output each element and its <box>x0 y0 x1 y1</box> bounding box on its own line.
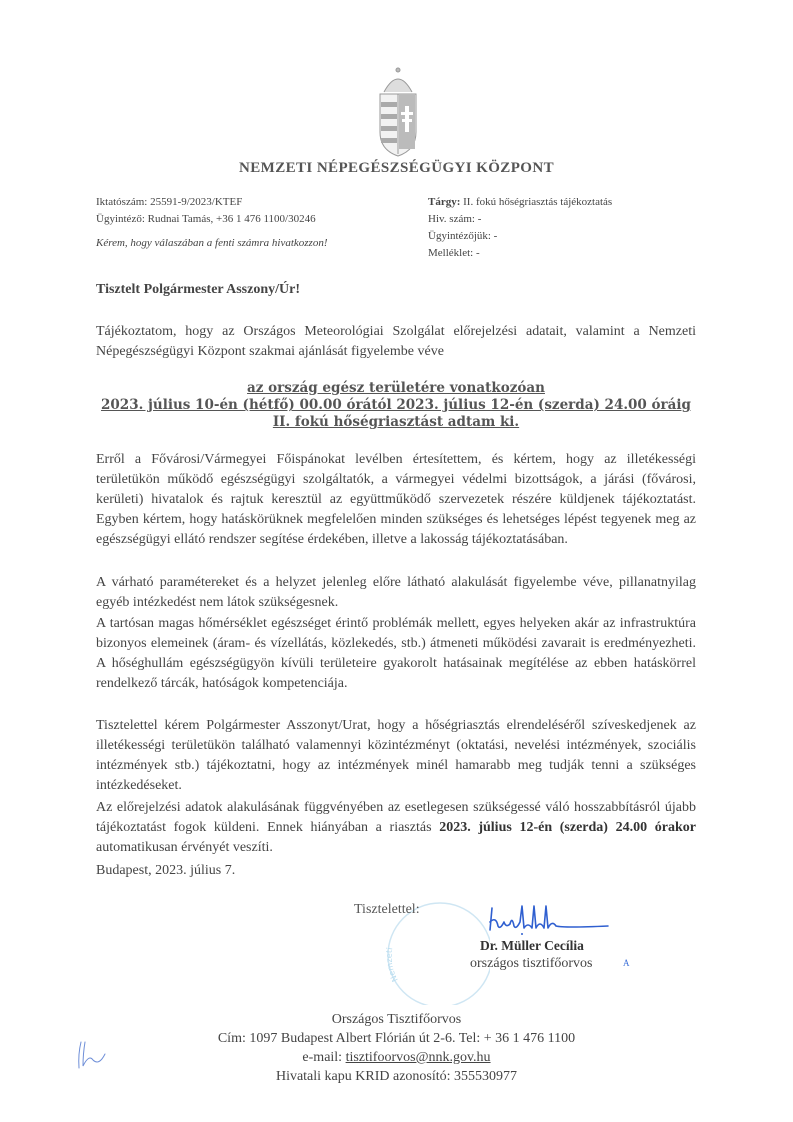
footer-email-line <box>0 1048 793 1067</box>
footer-office: Országos Tisztifőorvos <box>331 1012 462 1027</box>
closing: Tisztelettel: <box>354 902 420 917</box>
reference-number: Iktatószám: 25591-9/2023/KTEF <box>96 196 243 208</box>
reply-note: Kérem, hogy válaszában a fenti számra hivatkozzon! <box>96 237 328 249</box>
body-paragraph-2: A várható paramétereket és a helyzet jelenleg előre látható alakulását figyelembe véve, pillanatnyilag egyéb intézkedést nem látok szükségesnek. <box>96 575 696 610</box>
alert-line: II. fokú hőségriasztást adtam ki. <box>272 414 520 430</box>
subject-block <box>428 194 612 262</box>
intro-paragraph: Tájékoztatom, hogy az Országos Meteorológiai Szolgálat előrejelzési adatait, valamint a Nemzeti Népegészségügyi Központ szakmai ajánlását figyelembe véve <box>96 324 696 359</box>
their-ref-number: Hiv. szám: - <box>428 213 482 225</box>
handwritten-initials <box>75 1040 115 1070</box>
salutation: Tisztelt Polgármester Asszony/Úr! <box>96 282 300 297</box>
subject-value: II. fokú hőségriasztás tájékoztatás <box>463 196 613 208</box>
paragraph-5-end: automatikusan érvényét veszíti. <box>96 840 273 855</box>
reference-block <box>96 194 328 252</box>
alert-line: 2023. július 10-én (hétfő) 00.00 órától 2023. július 12-én (szerda) 24.00 óráig <box>101 397 691 413</box>
paragraph-5-start: Az előrejelzési adatok alakulásának függvényében az esetlegesen szükségessé váló hosszabbításról újabb tájékoztatást fogok küldeni. Ennek hiányában a riasztás <box>96 800 696 835</box>
body-paragraph-5 <box>96 798 696 858</box>
footer-email-label: e-mail: <box>302 1050 346 1065</box>
signer-name: Dr. Müller Cecília <box>480 938 584 953</box>
hungarian-coat-of-arms-icon <box>372 62 424 158</box>
subject-label: Tárgy: <box>428 196 461 208</box>
alert-announcement <box>96 380 696 431</box>
footer-krid: Hivatali kapu KRID azonosító: 355530977 <box>275 1069 518 1084</box>
signer-title: országos tisztifőorvos <box>470 956 593 971</box>
stamp-text: Nemzeti <box>384 946 400 984</box>
margin-mark: A <box>623 958 630 968</box>
footer-address: Cím: 1097 Budapest Albert Flórián út 2-6. Tel: + 36 1 476 1100 <box>217 1031 576 1046</box>
svg-text:Nemzeti <box>385 947 400 983</box>
case-officer: Ügyintéző: Rudnai Tamás, +36 1 476 1100/30246 <box>96 213 316 225</box>
organization-title: NEMZETI NÉPEGÉSZSÉGÜGYI KÖZPONT <box>239 160 554 176</box>
subject-line <box>428 194 612 211</box>
handwritten-signature <box>484 900 614 940</box>
body-paragraph-4: Tisztelettel kérem Polgármester Asszonyt/Urat, hogy a hőségriasztás elrendeléséről szíveskedjenek az illetékességi területükön található valamennyi közintézményt (oktatási, nevelési intézmények, szociális intézmények stb.) tájékoztatni, hogy az intézmények minél hamarabb meg tudják tenni a szükséges intézkedéseket. <box>96 718 696 793</box>
body-paragraph-3: A tartósan magas hőmérséklet egészséget érintő problémák mellett, egyes helyeken akár az infrastruktúra bizonyos elemeinek (áram- és vízellátás, közlekedés, stb.) átmeneti működési zavarait is eredményezheti. A hőséghullám egészségügyön kívüli területeire gyakorolt hatásainak megítélése az ebben hatáskörrel rendelkező tárcák, hatóságok kompetenciája. <box>96 616 696 691</box>
alert-line: az ország egész területére vonatkozóan <box>247 380 545 396</box>
attachment: Melléklet: - <box>428 247 480 259</box>
footer-email-link[interactable]: tisztifoorvos@nnk.gov.hu <box>345 1050 491 1065</box>
their-case-officer: Ügyintézőjük: - <box>428 230 498 242</box>
paragraph-5-deadline: 2023. július 12-én (szerda) 24.00 órakor <box>439 820 696 835</box>
footer <box>0 1010 793 1086</box>
place-date: Budapest, 2023. július 7. <box>96 863 236 878</box>
body-paragraph-1: Erről a Fővárosi/Vármegyei Főispánokat levélben értesítettem, és kértem, hogy az illetékességi területükön működő egészségügyi szolgáltatók, a vármegyei védelmi bizottságok, a járási (fővárosi, kerületi) hivatalok és rajtuk keresztül az együttműködő szervezetek részére küldjenek tájékoztatást. Egyben kértem, hogy hatáskörüknek megfelelően minden szükséges és lehetséges lépést tegyenek meg az egészségügyi ellátó rendszer segítése érdekében, illetve a lakosság tájékoztatásában. <box>96 452 696 547</box>
